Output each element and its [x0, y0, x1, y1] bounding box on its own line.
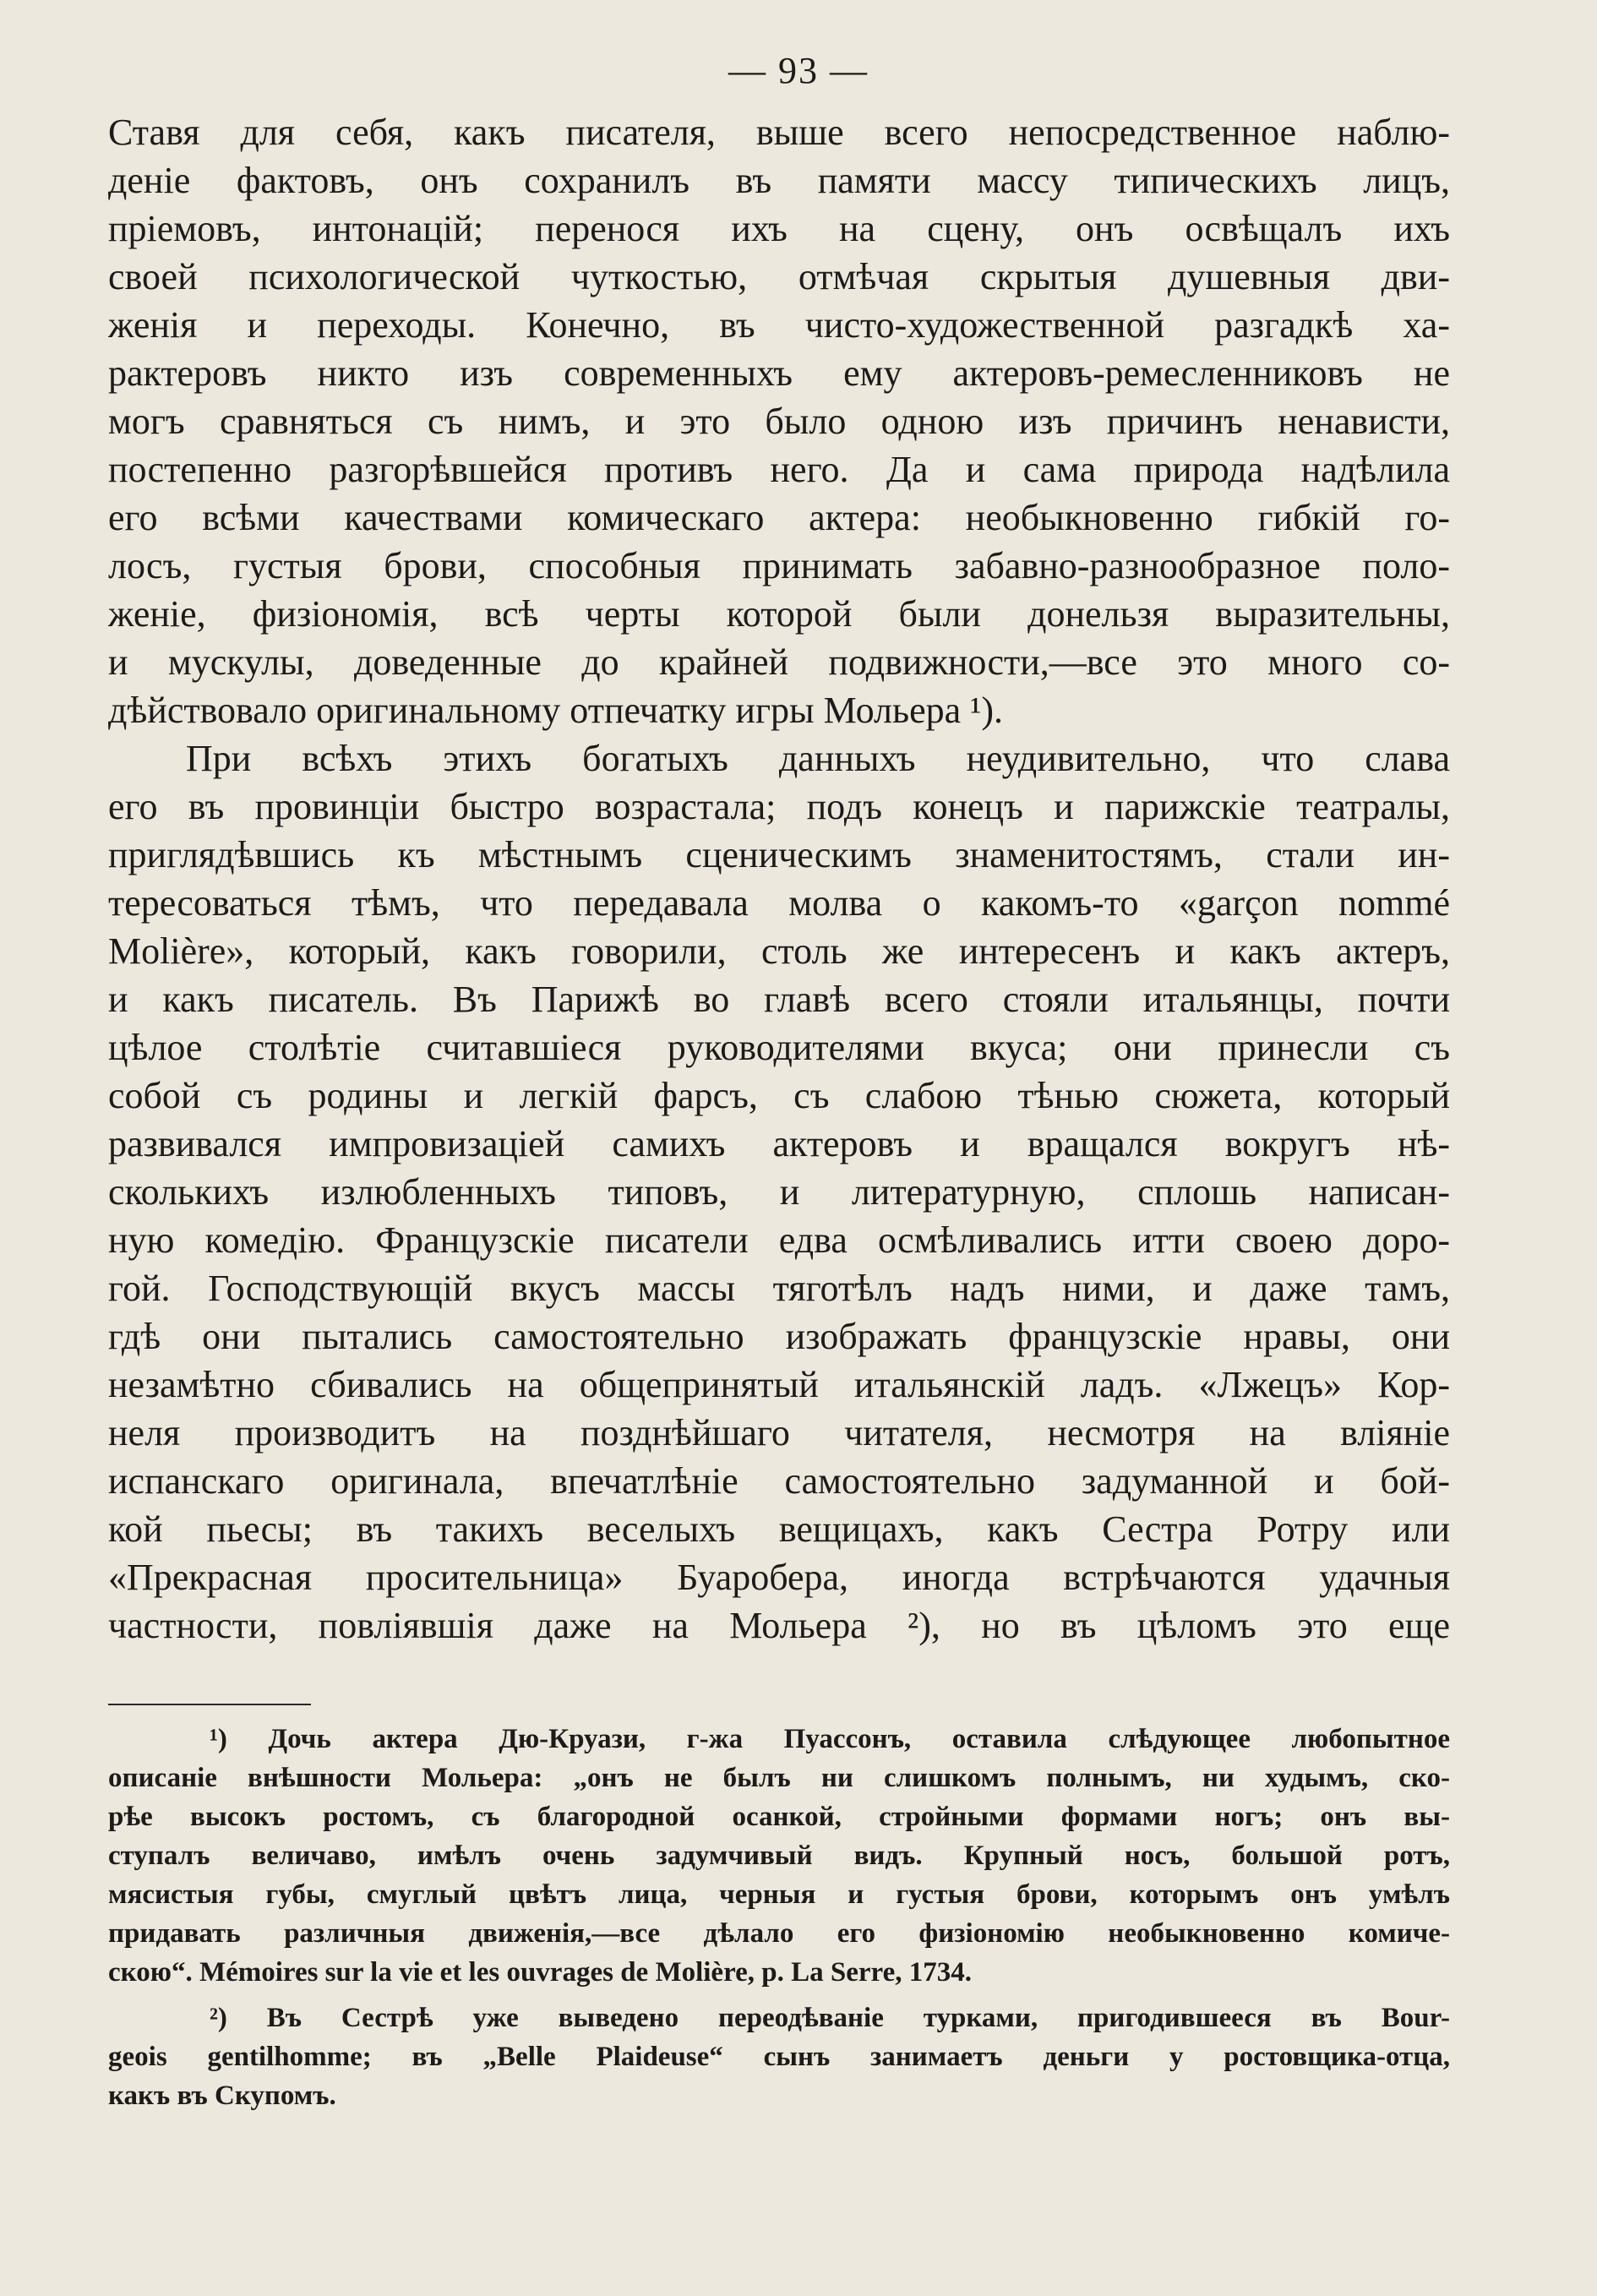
text-line: дѣйствовало оригинальному отпечатку игры Мольера ¹). — [108, 690, 1003, 731]
text-line: рактеровъ никто изъ современныхъ ему актеровъ-ремесленниковъ не — [108, 352, 1450, 394]
text-line: ную комедію. Французскіе писатели едва осмѣливались итти своею доро- — [108, 1219, 1450, 1261]
text-line: его всѣми качествами комическаго актера: необыкновенно гибкій го- — [108, 497, 1450, 538]
text-line: Molière», который, какъ говорили, столь же интересенъ и какъ актеръ, — [108, 930, 1450, 972]
text-line: и мускулы, доведенные до крайней подвижности,—все это много со- — [108, 641, 1450, 683]
footnote-line: ¹) Дочь актера Дю-Круази, г-жа Пуассонъ, оставила слѣдующее любопытное — [210, 1724, 1450, 1754]
footnote-line: мясистыя губы, смуглый цвѣтъ лица, черныя и густыя брови, которымъ онъ умѣлъ — [108, 1879, 1450, 1910]
text-line: испанскаго оригинала, впечатлѣніе самостоятельно задуманной и бой- — [108, 1460, 1450, 1502]
text-line: кой пьесы; въ такихъ веселыхъ вещицахъ, какъ Сестра Ротру или — [108, 1508, 1450, 1550]
text-line: неля производитъ на позднѣйшаго читателя, несмотря на вліяніе — [108, 1412, 1450, 1453]
text-line: и какъ писатель. Въ Парижѣ во главѣ всего стояли итальянцы, почти — [108, 979, 1450, 1020]
footnote-divider — [108, 1704, 311, 1705]
page-number: — 93 — — [728, 50, 869, 91]
text-line: гой. Господствующій вкусъ массы тяготѣлъ надъ ними, и даже тамъ, — [108, 1268, 1450, 1309]
text-line: сколькихъ излюбленныхъ типовъ, и литературную, сплошь написан- — [108, 1171, 1450, 1213]
footnote-line: ступалъ величаво, имѣлъ очень задумчивый видъ. Крупный носъ, большой ротъ, — [108, 1841, 1450, 1871]
footnote-line: придавать различныя движенія,—все дѣлало его физіономію необыкновенно комиче- — [108, 1918, 1450, 1949]
text-line: своей психологической чуткостью, отмѣчая скрытыя душевныя дви- — [108, 256, 1450, 297]
text-line: постепенно разгорѣвшейся противъ него. Да и сама природа надѣлила — [108, 449, 1450, 490]
text-line: «Прекрасная просительница» Буаробера, иногда встрѣчаются удачныя — [108, 1557, 1450, 1598]
footnote-line: скою“. Mémoires sur la vie et les ouvrages de Molière, p. La Serre, 1734. — [108, 1957, 972, 1988]
text-line: тересоваться тѣмъ, что передавала молва о какомъ-то «garçon nommé — [108, 882, 1450, 924]
footnotes — [108, 1720, 1450, 2115]
footnote-line: описаніе внѣшности Мольера: „онъ не былъ ни слишкомъ полнымъ, ни худымъ, ско- — [108, 1763, 1450, 1793]
main-text — [108, 108, 1450, 1650]
footnote-line: какъ въ Скупомъ. — [108, 2081, 336, 2111]
text-line: Ставя для себя, какъ писателя, выше всего непосредственное наблю- — [108, 112, 1450, 153]
text-line: развивался импровизаціей самихъ актеровъ и вращался вокругъ нѣ- — [108, 1123, 1450, 1164]
text-line: его въ провинціи быстро возрастала; подъ конецъ и парижскіе театралы, — [108, 786, 1450, 827]
text-line: гдѣ они пытались самостоятельно изображать французскіе нравы, они — [108, 1316, 1450, 1357]
text-line: цѣлое столѣтіе считавшіеся руководителями вкуса; они принесли съ — [108, 1027, 1450, 1068]
text-line: приглядѣвшись къ мѣстнымъ сценическимъ знаменитостямъ, стали ин- — [108, 834, 1450, 875]
text-line: могъ сравняться съ нимъ, и это было одною изъ причинъ ненависти, — [108, 401, 1450, 442]
text-line: деніе фактовъ, онъ сохранилъ въ памяти массу типическихъ лицъ, — [108, 160, 1450, 201]
footnote-line: geois gentilhomme; въ „Belle Plaideuse“ сынъ занимаетъ деньги у ростовщика-отца, — [108, 2042, 1450, 2072]
text-line: женія и переходы. Конечно, въ чисто-художественной разгадкѣ ха- — [108, 304, 1450, 346]
text-line: лосъ, густыя брови, способныя принимать забавно-разнообразное поло- — [108, 545, 1450, 586]
footnote-line: рѣе высокъ ростомъ, съ благородной осанкой, стройными формами ногъ; онъ вы- — [108, 1802, 1450, 1832]
footnote-line: ²) Въ Сестрѣ уже выведено переодѣваніе турками, пригодившееся въ Bour- — [210, 2003, 1450, 2033]
text-line: незамѣтно сбивались на общепринятый итальянскій ладъ. «Лжецъ» Кор- — [108, 1364, 1450, 1405]
text-line: частности, повліявшія даже на Мольера ²), но въ цѣломъ это еще — [108, 1605, 1450, 1646]
text-line: собой съ родины и легкій фарсъ, съ слабою тѣнью сюжета, который — [108, 1075, 1450, 1116]
text-line: При всѣхъ этихъ богатыхъ данныхъ неудивительно, что слава — [186, 738, 1450, 779]
text-line: женіе, физіономія, всѣ черты которой были донельзя выразительны, — [108, 593, 1450, 635]
text-line: пріемовъ, интонацій; перенося ихъ на сцену, онъ освѣщалъ ихъ — [108, 208, 1450, 249]
